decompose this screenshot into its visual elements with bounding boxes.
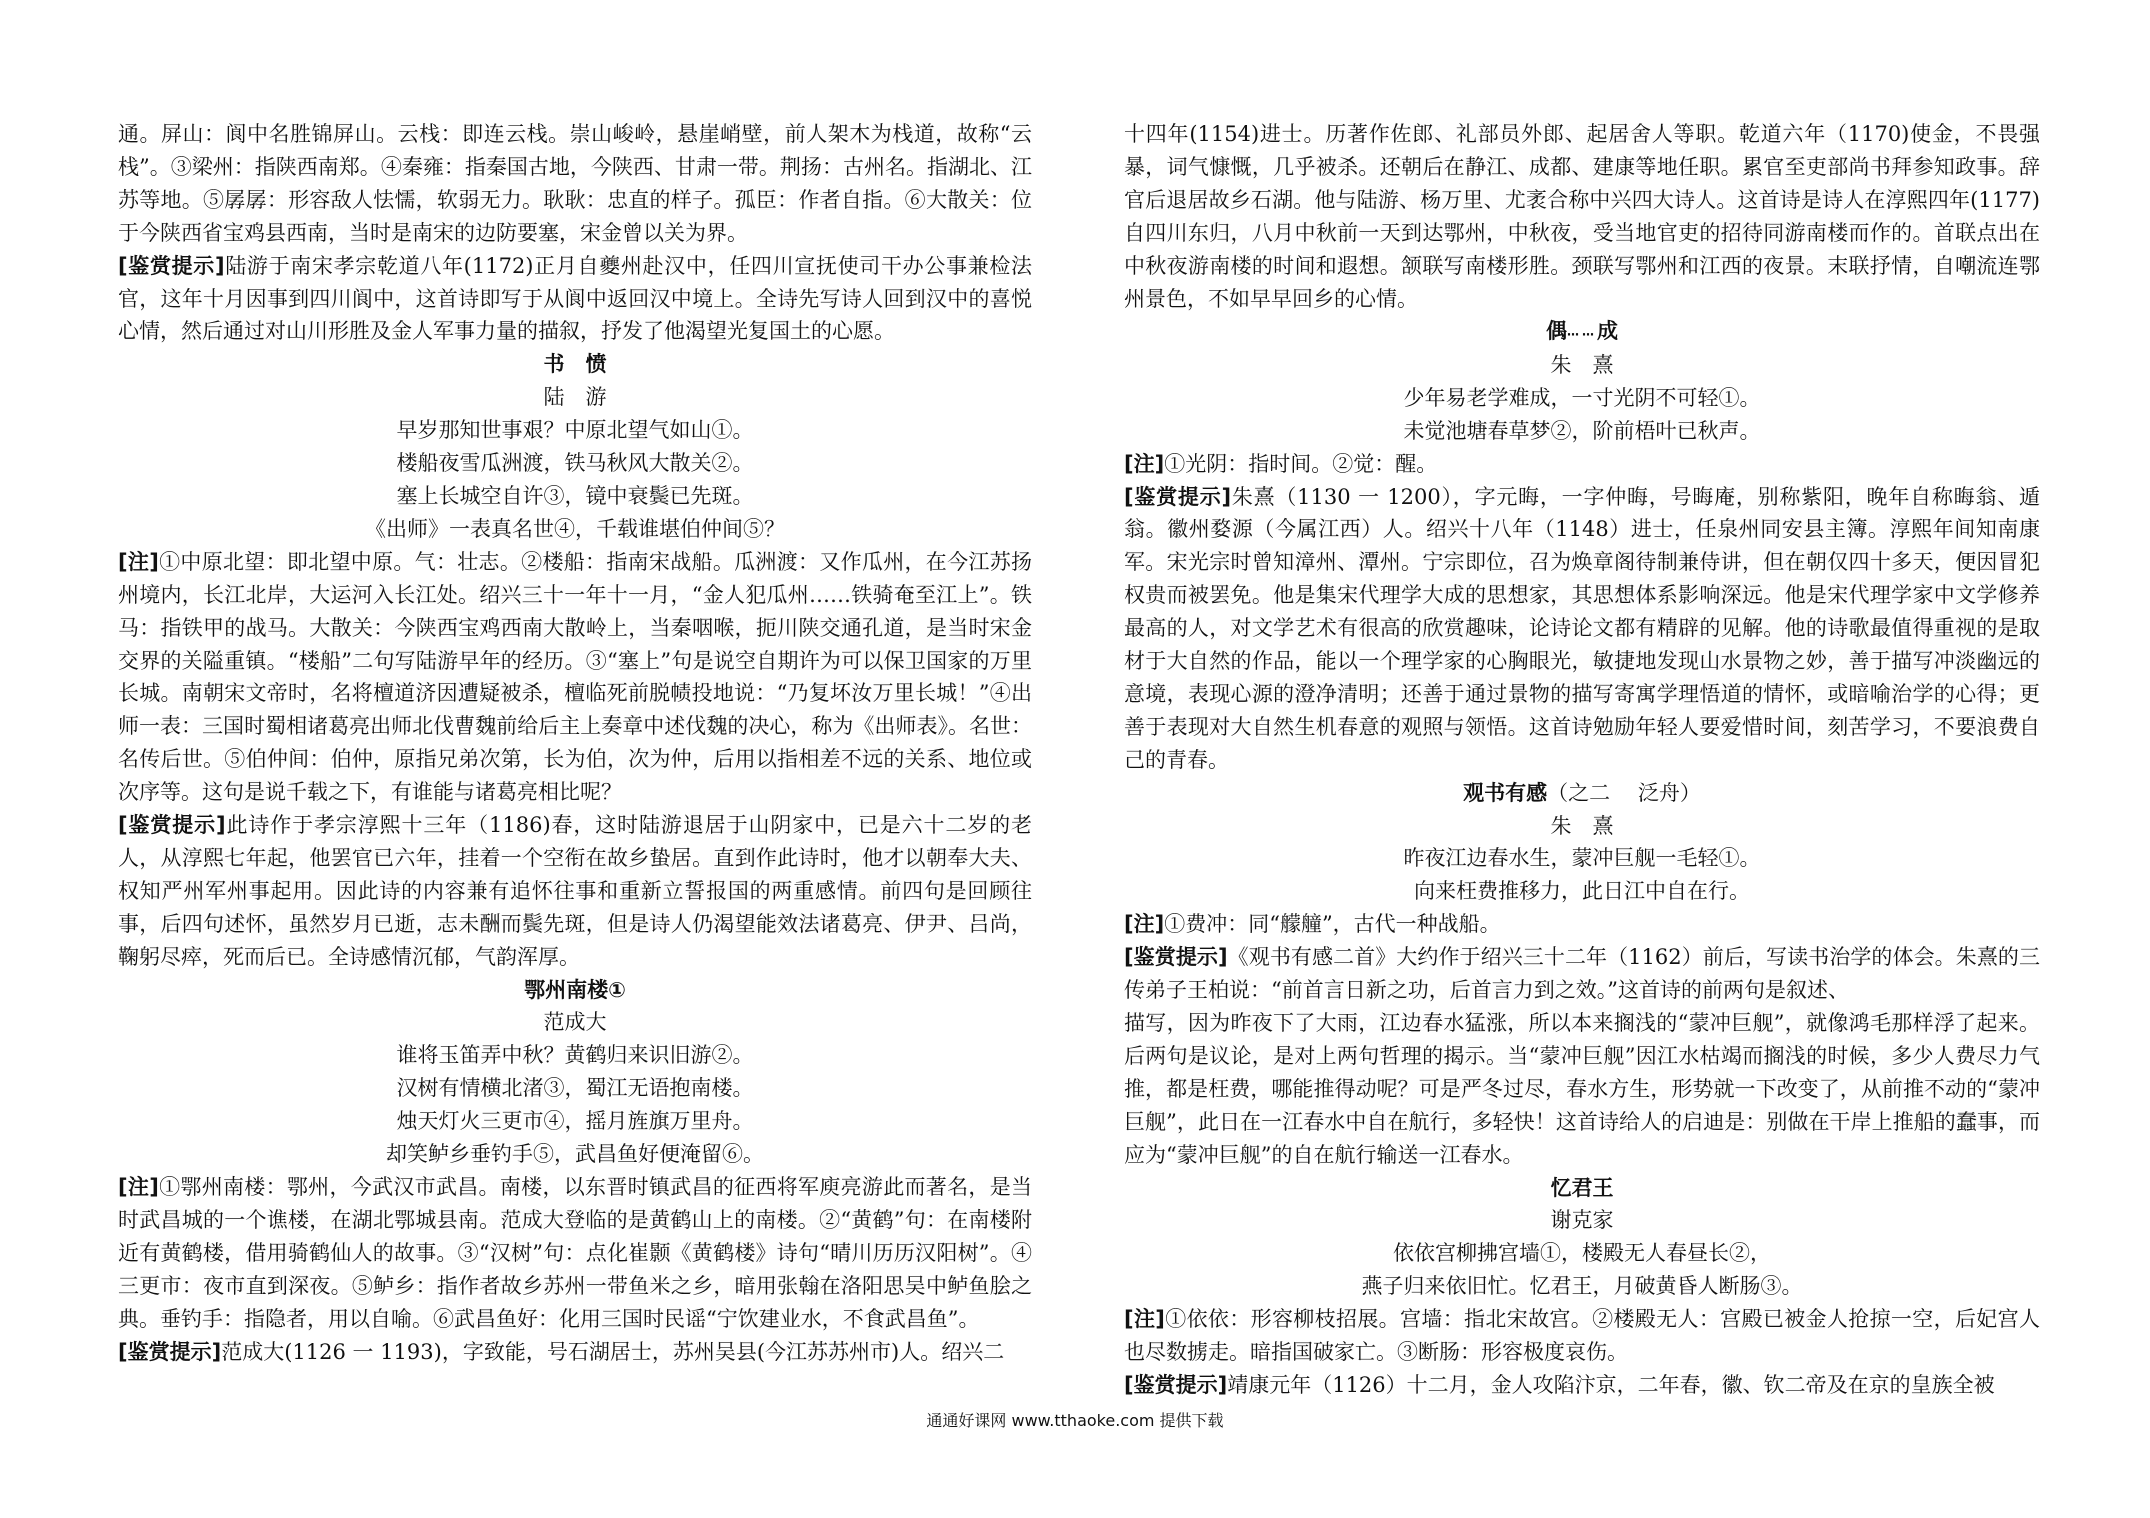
- left-paragraph-4-text: 此诗作于孝宗淳熙十三年（1186)春，这时陆游退居于山阴家中，已是六十二岁的老人，从淳熙七年起，他罢官已六年，挂着一个空衔在故乡蛰居。直到作此诗时，他才以朝奉大夫、权知严州军州事起用。因此诗的内容兼有追怀往事和重新立誓报国的两重感情。前四句是回顾往事，后四句述怀，虽然岁月已逝，志未酬而鬓先斑，但是诗人仍渴望能效法诸葛亮、伊尹、吕尚，鞠躬尽瘁，死而后已。全诗感情沉郁，气韵浑厚。: [118, 813, 1032, 969]
- poem-author-lu-you: 陆 游: [543, 385, 607, 410]
- left-column: [118, 118, 1032, 1368]
- poem-line: 未觉池塘春草梦②，阶前梧叶已秋声。: [1403, 418, 1761, 443]
- appreciation-tag: [鉴赏提示]: [118, 1339, 222, 1364]
- notes-tag: [注]: [118, 1175, 159, 1199]
- poem-line: 汉树有情横北渚③，蜀江无语抱南楼。: [396, 1076, 754, 1101]
- left-paragraph-3: [118, 546, 1032, 809]
- poem-title-shu-fen: 书 愤: [543, 352, 607, 377]
- appreciation-tag: [鉴赏提示]: [1124, 945, 1228, 970]
- poem-subtitle: （之二 泛舟）: [1547, 780, 1701, 805]
- right-paragraph-7: [1124, 1303, 2040, 1369]
- poem-line: 楼船夜雪瓜洲渡，铁马秋风大散关②。: [396, 451, 754, 476]
- right-paragraph-3: [1124, 481, 2040, 777]
- right-paragraph-7-text: ①依依：形容柳枝招展。宫墙：指北宋故宫。②楼殿无人：宫殿已被金人抢掠一空，后妃宫人也尽数掳走。暗指国破家亡。③断肠：形容极度哀伤。: [1124, 1307, 2040, 1365]
- poem-author-zhu-xi: 朱 熹: [1550, 352, 1614, 377]
- right-paragraph-1: 十四年(1154)进士。历著作佐郎、礼部员外郎、起居舍人等职。乾道六年（1170)使金，不畏强暴，词气慷慨，几乎被杀。还朝后在静江、成都、建康等地任职。累官至吏部尚书拜参知政事。辞官后退居故乡石湖。他与陆游、杨万里、尤袤合称中兴四大诗人。这首诗是诗人在淳熙四年(1177)自四川东归，八月中秋前一天到达鄂州，中秋夜，受当地官吏的招待同游南楼而作的。首联点出在中秋夜游南楼的时间和遐想。颔联写南楼形胜。颈联写鄂州和江西的夜景。末联抒情，自嘲流连鄂州景色，不如早早回乡的心情。: [1124, 122, 2040, 311]
- left-paragraph-5: [118, 1171, 1032, 1336]
- right-paragraph-4-text: ①费冲：同“艨艟”，古代一种战船。: [1164, 912, 1501, 937]
- left-paragraph-3-text: ①中原北望：即北望中原。气：壮志。②楼船：指南宋战船。瓜洲渡：又作瓜州，在今江苏扬州境内，长江北岸，大运河入长江处。绍兴三十一年十一月，“金人犯瓜州……铁骑奄至江上”。铁马：指铁甲的战马。大散关：今陕西宝鸡西南大散岭上，当秦咽喉，扼川陕交通孔道，是当时宋金交界的关隘重镇。“楼船”二句写陆游早年的经历。③“塞上”句是说空自期许为可以保卫国家的万里长城。南朝宋文帝时，名将檀道济因遭疑被杀，檀临死前脱帻投地说：“乃复坏汝万里长城！”④出师一表：三国时蜀相诸葛亮出师北伐曹魏前给后主上奏章中述伐魏的决心，称为《出师表》。名世：名传后世。⑤伯仲间：伯仲，原指兄弟次第，长为伯，次为仲，后用以指相差不远的关系、地位或次序等。这句是说千载之下，有谁能与诸葛亮相比呢？: [118, 549, 1032, 805]
- page-footer: 通通好课网 www.tthaoke.com 提供下载: [926, 1411, 1224, 1430]
- right-paragraph-4: [1124, 908, 2040, 941]
- poem-line: 少年易老学难成，一寸光阴不可轻①。: [1403, 385, 1761, 410]
- poem-line: 《出师》一表真名世④，千载谁堪伯仲间⑤？: [365, 516, 785, 541]
- left-paragraph-6-text: 范成大(1126 一 1193)，字致能，号石湖居士，苏州吴县(今江苏苏州市)人。绍兴二: [221, 1339, 1005, 1364]
- right-paragraph-2: [1124, 448, 2040, 481]
- notes-tag: [注]: [1124, 451, 1165, 476]
- poem-title-ou-cheng: 偶……成: [1546, 319, 1618, 344]
- poem-line: 昨夜江边春水生，蒙冲巨舰一毛轻①。: [1403, 846, 1761, 871]
- poem-author-zhu-xi: 朱 熹: [1550, 813, 1614, 838]
- poem-line: 烛天灯火三更市④，摇月旌旗万里舟。: [396, 1109, 754, 1134]
- right-paragraph-8-text: 靖康元年（1126）十二月，金人攻陷汴京，二年春，徽、钦二帝及在京的皇族全被: [1227, 1372, 1995, 1397]
- left-paragraph-2: [118, 250, 1032, 349]
- left-paragraph-4: [118, 809, 1032, 974]
- appreciation-tag: [鉴赏提示]: [118, 253, 225, 278]
- right-paragraph-6: 描写，因为昨夜下了大雨，江边春水猛涨，所以本来搁浅的“蒙冲巨舰”，就像鸿毛那样浮了起来。后两句是议论，是对上两句哲理的揭示。当“蒙冲巨舰”因江水枯竭而搁浅的时候，多少人费尽力气推，都是枉费，哪能推得动呢？可是严冬过尽，春水方生，形势就一下改变了，从前推不动的“蒙冲巨舰”，此日在一江春水中自在航行，多轻快！这首诗给人的启迪是：别做在干岸上推船的蠢事，而应为“蒙冲巨舰”的自在航行输送一江春水。: [1124, 1011, 2040, 1167]
- appreciation-tag: [鉴赏提示]: [1124, 484, 1232, 509]
- poem-line: 早岁那知世事艰？中原北望气如山①。: [396, 418, 754, 443]
- left-paragraph-6: [118, 1336, 1032, 1369]
- right-paragraph-5: [1124, 941, 2040, 1007]
- right-paragraph-2-text: ①光阴：指时间。②觉：醒。: [1164, 451, 1438, 476]
- left-paragraph-5-text: ①鄂州南楼：鄂州，今武汉市武昌。南楼，以东晋时镇武昌的征西将军庾亮游此而著名，是当时武昌城的一个谯楼，在湖北鄂城县南。范成大登临的是黄鹤山上的南楼。②“黄鹤”句：在南楼附近有黄鹤楼，借用骑鹤仙人的故事。③“汉树”句：点化崔颢《黄鹤楼》诗句“晴川历历汉阳树”。④三更市：夜市直到深夜。⑤鲈乡：指作者故乡苏州一带鱼米之乡，暗用张翰在洛阳思吴中鲈鱼脍之典。垂钓手：指隐者，用以自喻。⑥武昌鱼好：化用三国时民谣“宁饮建业水，不食武昌鱼”。: [118, 1175, 1032, 1331]
- right-column: [1124, 118, 2040, 1402]
- right-paragraph-3-text: 朱熹（1130 一 1200），字元晦，一字仲晦，号晦庵，别称紫阳，晚年自称晦翁、遁翁。徽州婺源（今属江西）人。绍兴十八年（1148）进士，任泉州同安县主簿。淳熙年间知南康军。宋光宗时曾知漳州、潭州。宁宗即位，召为焕章阁待制兼侍讲，但在朝仅四十多天，便因冒犯权贵而被罢免。他是集宋代理学大成的思想家，其思想体系影响深远。他是宋代理学家中文学修养最高的人，对文学艺术有很高的欣赏趣味，论诗论文都有精辟的见解。他的诗歌最值得重视的是取材于大自然的作品，能以一个理学家的心胸眼光，敏捷地发现山水景物之妙，善于描写冲淡幽远的意境，表现心源的澄净清明；还善于通过景物的描写寄寓学理悟道的情怀，或暗喻治学的心得；更善于表现对大自然生机春意的观照与领悟。这首诗勉励年轻人要爱惜时间，刻苦学习，不要浪费自己的青春。: [1124, 484, 2040, 772]
- appreciation-tag: [鉴赏提示]: [118, 813, 226, 838]
- poem-line: 却笑鲈乡垂钓手⑤，武昌鱼好便淹留⑥。: [386, 1142, 764, 1167]
- poem-author-fan-chengda: 范成大: [543, 1010, 607, 1035]
- poem-line: 谁将玉笛弄中秋？黄鹤归来识旧游②。: [396, 1043, 754, 1068]
- poem-title-ezhou-nanlou: 鄂州南楼①: [524, 977, 626, 1002]
- left-paragraph-1: 通。屏山：阆中名胜锦屏山。云栈：即连云栈。崇山峻岭，悬崖峭壁，前人架木为栈道，故称“云栈”。③梁州：指陕西南郑。④秦雍：指秦国古地，今陕西、甘肃一带。荆扬：古州名。指湖北、江苏等地。⑤孱孱：形容敌人怯懦，软弱无力。耿耿：忠直的样子。孤臣：作者自指。⑥大散关：位于今陕西省宝鸡县西南，当时是南宋的边防要塞，宋金曾以关为界。: [118, 122, 1032, 245]
- notes-tag: [注]: [118, 549, 159, 574]
- right-paragraph-8: [1124, 1369, 2040, 1402]
- poem-title-guan-shu-you-gan: 观书有感（之二 泛舟）: [1463, 780, 1701, 805]
- poem-line: 塞上长城空自许③，镜中衰鬓已先斑。: [396, 483, 754, 508]
- poem-author-xie-kejia: 谢克家: [1550, 1208, 1614, 1233]
- appreciation-tag: [鉴赏提示]: [1124, 1372, 1228, 1397]
- poem-title-yi-jun-wang: 忆君王: [1550, 1175, 1614, 1200]
- poem-line: 向来枉费推移力，此日江中自在行。: [1414, 879, 1750, 904]
- poem-line: 依依宫柳拂宫墙①，楼殿无人春昼长②，: [1393, 1241, 1771, 1266]
- right-paragraph-5-text: 《观书有感二首》大约作于绍兴三十二年（1162）前后，写读书治学的体会。朱熹的三传弟子王柏说：“前首言日新之功，后首言力到之效。”这首诗的前两句是叙述、: [1124, 945, 2040, 1003]
- poem-line: 燕子归来依旧忙。忆君王，月破黄昏人断肠③。: [1361, 1274, 1803, 1299]
- notes-tag: [注]: [1124, 912, 1165, 937]
- left-paragraph-2-text: 陆游于南宋孝宗乾道八年(1172)正月自夔州赴汉中，任四川宣抚使司干办公事兼检法官，这年十月因事到四川阆中，这首诗即写于从阆中返回汉中境上。全诗先写诗人回到汉中的喜悦心情，然后通过对山川形胜及金人军事力量的描叙，抒发了他渴望光复国土的心愿。: [118, 253, 1033, 344]
- notes-tag: [注]: [1124, 1307, 1165, 1332]
